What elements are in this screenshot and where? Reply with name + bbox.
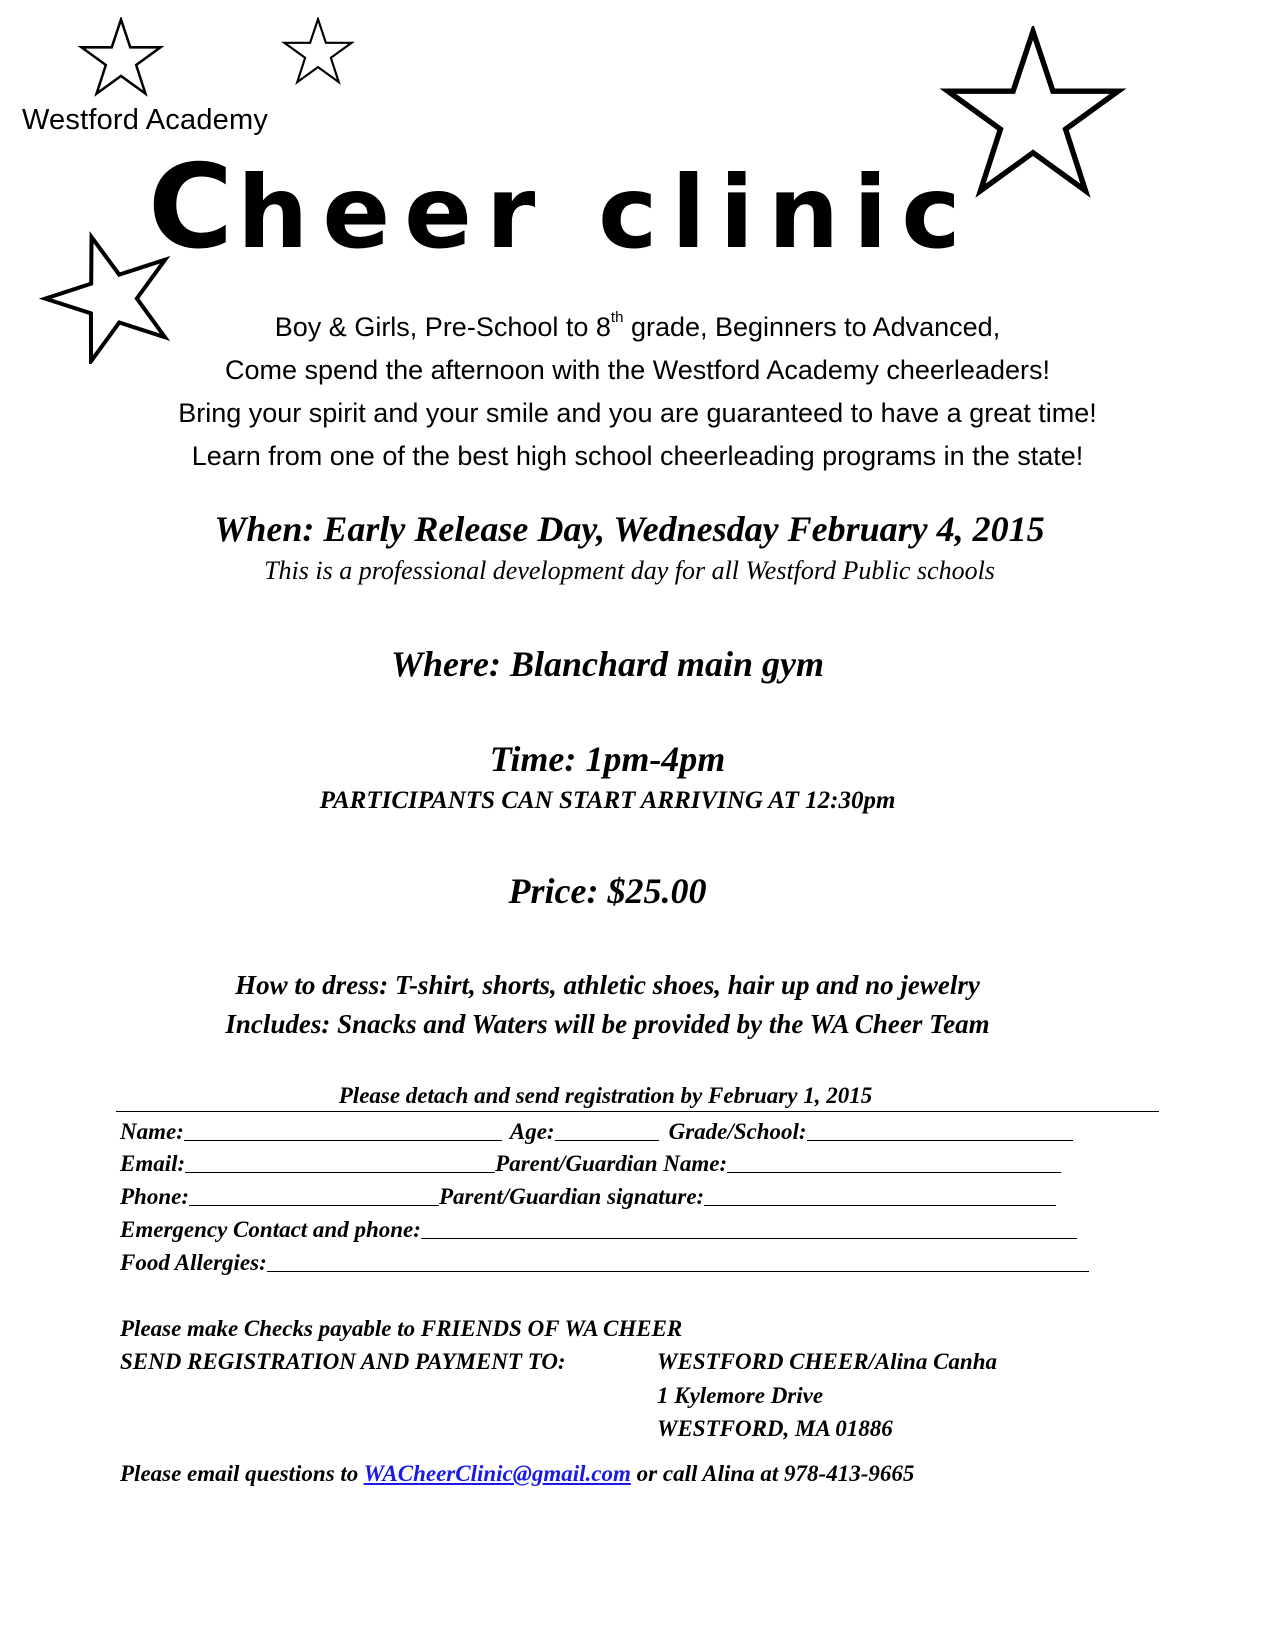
- intro-line-4: Learn from one of the best high school cheerleading programs in the state!: [191, 441, 1084, 471]
- intro-block: [0, 306, 1275, 478]
- checks-payable-note: Please make Checks payable to FRIENDS OF WA CHEER: [120, 1316, 683, 1341]
- form-row-phone: [120, 1180, 1160, 1210]
- title-first-letter: C: [148, 140, 238, 275]
- email-field[interactable]: [185, 1150, 495, 1173]
- form-row-email: [120, 1147, 1160, 1177]
- phone-label: Phone:: [120, 1184, 189, 1209]
- page-title: [148, 140, 975, 275]
- guardian-name-field[interactable]: [727, 1150, 1061, 1173]
- star-icon: [272, 17, 364, 85]
- name-label: Name:: [120, 1119, 184, 1144]
- guardian-name-label: Parent/Guardian Name:: [495, 1151, 728, 1176]
- questions-line: Please email questions to WACheerClinic@gmail.com or call Alina at 978-413-9665: [120, 1461, 915, 1486]
- form-row-allergies: [120, 1246, 1160, 1276]
- detach-note: Please detach and send registration by February 1, 2015: [338, 1083, 873, 1108]
- guardian-signature-label: Parent/Guardian signature:: [439, 1184, 705, 1209]
- food-allergies-field[interactable]: [267, 1249, 1089, 1272]
- guardian-signature-field[interactable]: [704, 1183, 1056, 1206]
- divider: [116, 1111, 1159, 1112]
- emergency-contact-label: Emergency Contact and phone:: [120, 1217, 421, 1242]
- food-allergies-label: Food Allergies:: [120, 1250, 267, 1275]
- form-row-emergency: [120, 1213, 1160, 1243]
- event-arrival: PARTICIPANTS CAN START ARRIVING AT 12:30pm: [319, 787, 896, 814]
- event-where: Where: Blanchard main gym: [390, 644, 825, 684]
- email-link[interactable]: WACheerClinic@gmail.com: [363, 1461, 631, 1486]
- age-label: Age:: [509, 1119, 555, 1144]
- event-when: When: Early Release Day, Wednesday February 4, 2015: [214, 509, 1045, 549]
- intro-line-3: Bring your spirit and your smile and you are guaranteed to have a great time!: [178, 398, 1097, 428]
- grade-school-label: Grade/School:: [668, 1119, 807, 1144]
- event-when-note: This is a professional development day for all Westford Public schools: [264, 556, 995, 585]
- star-icon: [76, 17, 166, 97]
- name-field[interactable]: [184, 1118, 502, 1141]
- email-label: Email:: [120, 1151, 186, 1176]
- grade-school-field[interactable]: [807, 1118, 1073, 1141]
- intro-line-1: Boy & Girls, Pre-School to 8th grade, Beginners to Advanced,: [274, 309, 1001, 342]
- intro-line-2: Come spend the afternoon with the Westford Academy cheerleaders!: [225, 355, 1050, 385]
- emergency-contact-field[interactable]: [421, 1216, 1077, 1239]
- age-field[interactable]: [555, 1118, 659, 1141]
- title-rest: heer clinic: [237, 154, 975, 271]
- school-name: Westford Academy: [22, 104, 269, 136]
- includes-note: Includes: Snacks and Waters will be provided by the WA Cheer Team: [225, 1009, 990, 1039]
- event-price: Price: $25.00: [508, 871, 707, 911]
- registration-form: [120, 1115, 1160, 1295]
- dress-code: How to dress: T-shirt, shorts, athletic shoes, hair up and no jewelry: [235, 970, 980, 1000]
- address-line-2: 1 Kylemore Drive: [657, 1383, 824, 1408]
- event-time: Time: 1pm-4pm: [489, 739, 726, 779]
- phone-field[interactable]: [189, 1183, 439, 1206]
- send-to-label: SEND REGISTRATION AND PAYMENT TO:: [120, 1349, 566, 1374]
- address-line-1: WESTFORD CHEER/Alina Canha: [657, 1349, 998, 1374]
- address-line-3: WESTFORD, MA 01886: [657, 1416, 893, 1441]
- form-row-name: [120, 1115, 1160, 1145]
